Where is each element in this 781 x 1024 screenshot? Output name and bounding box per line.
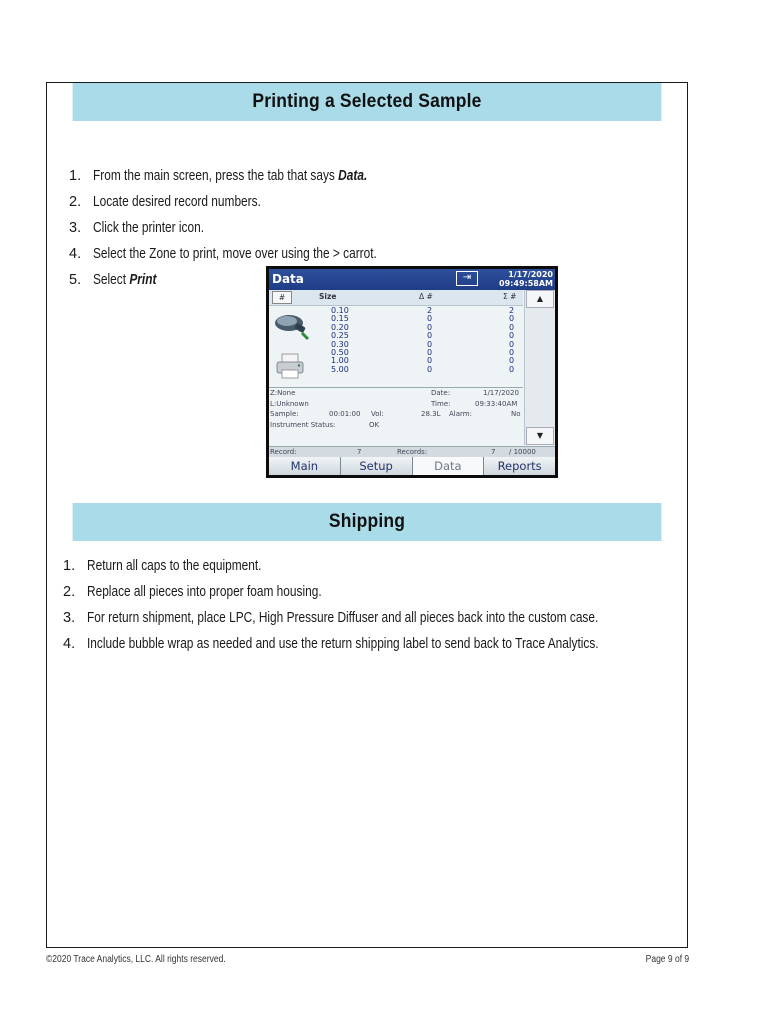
section-title-shipping: Shipping <box>73 503 662 541</box>
delta-cell: 2 <box>427 306 433 315</box>
delta-cell: 0 <box>427 322 433 332</box>
status-value: OK <box>369 420 380 429</box>
sum-cell: 0 <box>509 364 515 374</box>
device-screenshot <box>266 266 558 478</box>
step-number: 5. <box>69 272 82 288</box>
usb-drive-icon[interactable]: ⇥ <box>456 271 478 286</box>
sum-cell: 0 <box>509 314 515 324</box>
shipping-steps-list <box>63 553 711 657</box>
device-date: 1/17/2020 <box>508 270 553 279</box>
records-max: / 10000 <box>509 448 536 456</box>
size-cell: 0.15 <box>331 314 349 324</box>
sum-cell: 2 <box>509 306 515 315</box>
tab-setup[interactable]: Setup <box>341 457 413 475</box>
col-delta: Δ # <box>419 292 433 301</box>
step-number: 1. <box>69 168 82 184</box>
col-sum: Σ # <box>503 292 517 301</box>
step-number: 3. <box>69 220 82 236</box>
scroll-up-button[interactable]: ▲ <box>526 290 554 308</box>
location-value: L:Unknown <box>270 399 309 408</box>
delta-cell: 0 <box>427 314 433 324</box>
device-time: 09:49:58AM <box>499 279 553 288</box>
sum-cell: 0 <box>509 347 515 357</box>
records-label: Records: <box>397 448 428 456</box>
list-item <box>63 553 711 579</box>
size-cell: 0.25 <box>331 331 349 341</box>
step-emphasis: Print <box>129 272 157 288</box>
list-item <box>69 215 439 241</box>
time-value: 09:33:40AM <box>475 399 518 408</box>
step-number: 1. <box>63 558 76 574</box>
data-table-header <box>269 290 523 306</box>
table-row <box>269 366 523 374</box>
size-cell: 0.50 <box>331 347 349 357</box>
tab-reports[interactable]: Reports <box>484 457 555 475</box>
section-title-printing: Printing a Selected Sample <box>73 83 662 121</box>
col-size: Size <box>319 292 337 301</box>
date-label: Date: <box>431 389 451 397</box>
list-item <box>63 579 711 605</box>
device-title-bar <box>269 269 555 290</box>
size-cell: 0.10 <box>331 306 349 315</box>
device-screen <box>269 269 555 475</box>
delta-cell: 0 <box>427 364 433 374</box>
zone-value: Z:None <box>270 389 296 397</box>
time-label: Time: <box>431 399 451 408</box>
step-number: 3. <box>63 610 76 626</box>
step-text: Click the printer icon. <box>93 220 205 236</box>
footer-page-number: Page 9 of 9 <box>645 954 689 965</box>
vol-value: 28.3L <box>421 410 441 418</box>
vol-label: Vol: <box>371 410 384 418</box>
sum-cell: 0 <box>509 322 515 332</box>
footer-copyright: ©2020 Trace Analytics, LLC. All rights reserved. <box>46 954 226 965</box>
record-bar <box>269 446 555 457</box>
step-number: 4. <box>69 246 82 262</box>
device-title: Data <box>272 272 304 286</box>
step-emphasis: Data. <box>338 168 368 184</box>
step-text: Replace all pieces into proper foam housing. <box>87 584 322 600</box>
tab-main[interactable]: Main <box>269 457 341 475</box>
step-number: 2. <box>63 584 76 600</box>
record-number-button[interactable]: # <box>272 291 292 304</box>
device-datetime <box>499 270 553 288</box>
status-label: Instrument Status: <box>270 420 336 429</box>
scroll-down-button[interactable]: ▼ <box>526 427 554 445</box>
step-text: Select <box>93 272 130 288</box>
step-text: From the main screen, press the tab that says <box>93 168 339 184</box>
size-cell: 0.20 <box>331 322 349 332</box>
sample-label: Sample: <box>270 410 299 418</box>
table-row <box>269 357 523 365</box>
step-text: For return shipment, place LPC, High Pressure Diffuser and all pieces back into the custom case. <box>87 610 599 626</box>
step-text: Select the Zone to print, move over using the > carrot. <box>93 246 377 262</box>
size-cell: 5.00 <box>331 364 349 374</box>
list-item <box>63 605 711 631</box>
sum-cell: 0 <box>509 339 515 349</box>
records-value: 7 <box>491 448 496 456</box>
sample-value: 00:01:00 <box>329 410 361 418</box>
list-item <box>69 241 439 267</box>
printer-icon[interactable] <box>275 353 305 379</box>
list-item <box>63 631 711 657</box>
page-frame <box>46 82 688 948</box>
step-text: Return all caps to the equipment. <box>87 558 262 574</box>
scrollbar[interactable] <box>524 290 555 445</box>
sum-cell: 0 <box>509 356 515 366</box>
date-value: 1/17/2020 <box>483 389 519 397</box>
record-label: Record: <box>270 448 297 456</box>
step-text: Include bubble wrap as needed and use the return shipping label to send back to Trace Analytics. <box>87 636 599 652</box>
record-value: 7 <box>357 448 362 456</box>
alarm-value: No <box>511 410 521 418</box>
table-row <box>269 341 523 349</box>
size-cell: 0.30 <box>331 339 349 349</box>
size-cell: 1.00 <box>331 356 349 366</box>
sum-cell: 0 <box>509 331 515 341</box>
delta-cell: 0 <box>427 347 433 357</box>
step-number: 2. <box>69 194 82 210</box>
delta-cell: 0 <box>427 339 433 349</box>
list-item <box>69 189 439 215</box>
record-info-panel <box>269 387 523 430</box>
list-item <box>69 163 439 189</box>
table-row <box>269 349 523 357</box>
step-number: 4. <box>63 636 76 652</box>
delta-cell: 0 <box>427 356 433 366</box>
step-text: Locate desired record numbers. <box>93 194 261 210</box>
tab-data[interactable]: Data <box>413 457 485 475</box>
probe-icon[interactable] <box>273 311 311 341</box>
alarm-label: Alarm: <box>449 410 472 418</box>
device-tab-bar <box>269 457 555 475</box>
delta-cell: 0 <box>427 331 433 341</box>
